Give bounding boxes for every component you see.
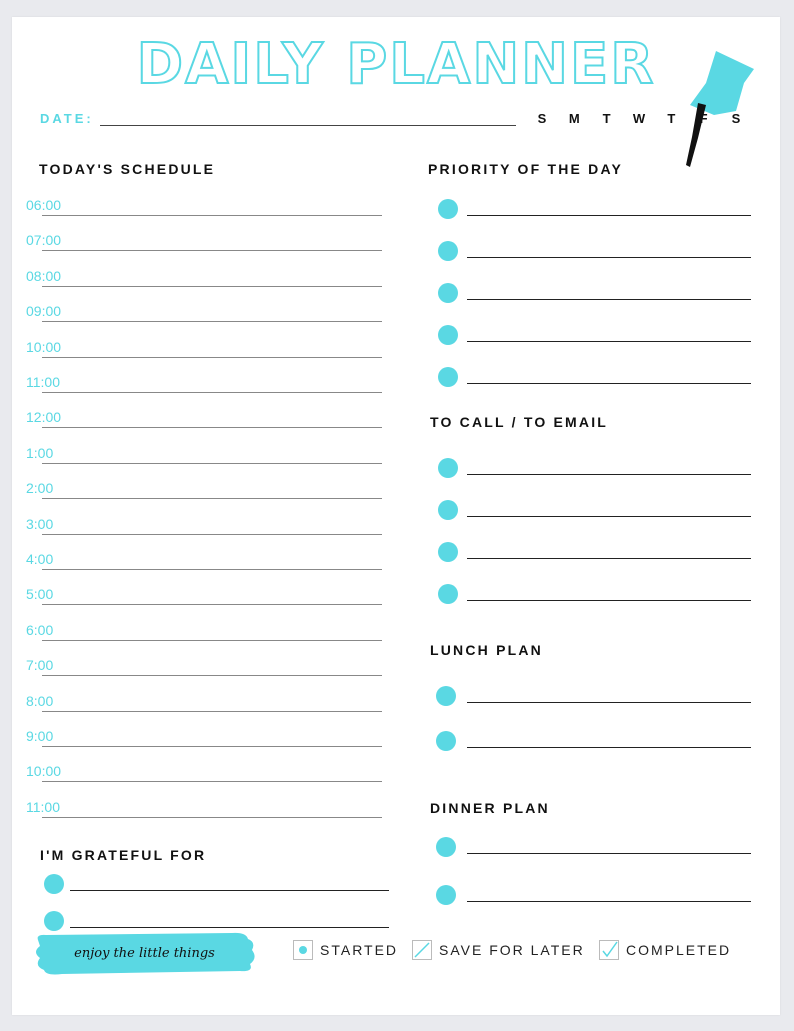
schedule-time-label: 10:00 [26,763,62,780]
schedule-time-label: 2:00 [26,480,54,497]
to-call-write-line[interactable] [467,558,751,559]
completed-label: COMPLETED [626,942,732,958]
day-thursday[interactable]: T [667,111,676,126]
started-label: STARTED [320,942,399,958]
schedule-slot[interactable] [26,586,382,616]
to-call-write-line[interactable] [467,474,751,475]
page-title: DAILY PLANNER [136,32,656,97]
schedule-write-line[interactable] [42,675,382,676]
weekday-selector [534,111,744,126]
schedule-slot[interactable] [26,232,382,262]
to-call-item[interactable] [438,584,751,608]
schedule-write-line[interactable] [42,286,382,287]
dinner-write-line[interactable] [467,853,751,854]
schedule-time-label: 10:00 [26,338,62,355]
schedule-time-label: 09:00 [26,303,62,320]
legend-started [293,940,398,960]
schedule-slot[interactable] [26,339,382,369]
banner-text: enjoy the little things [74,945,215,961]
priority-heading: PRIORITY OF THE DAY [428,161,624,177]
bullet-dot-icon [438,283,458,303]
legend-save-for-later [412,940,585,960]
dinner-heading: DINNER PLAN [430,800,550,816]
schedule-time-label: 4:00 [26,551,54,567]
planner-sheet [12,17,780,1015]
bullet-dot-icon [436,885,456,905]
push-pin-icon [660,43,760,173]
schedule-time-label: 06:00 [26,197,62,213]
schedule-write-line[interactable] [42,711,382,712]
bullet-dot-icon [436,837,456,857]
schedule-slot[interactable] [26,197,382,227]
schedule-write-line[interactable] [42,746,382,747]
lunch-heading: LUNCH PLAN [430,642,543,658]
lunch-item[interactable] [436,686,751,710]
bullet-dot-icon [438,325,458,345]
day-sunday[interactable]: S [537,111,547,126]
schedule-time-label: 07:00 [26,232,62,249]
schedule-write-line[interactable] [42,604,382,605]
grateful-write-line[interactable] [70,927,389,928]
started-box-icon[interactable] [293,940,313,960]
schedule-slot[interactable] [26,445,382,475]
schedule-slot[interactable] [26,693,382,723]
dinner-item[interactable] [436,885,751,909]
bullet-dot-icon [438,542,458,562]
schedule-write-line[interactable] [42,392,382,393]
schedule-slot[interactable] [26,622,382,652]
schedule-time-label: 12:00 [26,409,62,426]
schedule-time-label: 11:00 [26,798,60,815]
schedule-write-line[interactable] [42,640,382,641]
priority-write-line[interactable] [467,215,751,216]
bullet-dot-icon [438,199,458,219]
priority-item[interactable] [438,283,751,307]
bullet-dot-icon [438,241,458,261]
dinner-item[interactable] [436,837,751,861]
schedule-slot[interactable] [26,268,382,298]
priority-write-line[interactable] [467,299,751,300]
schedule-slot[interactable] [26,657,382,687]
schedule-slot[interactable] [26,516,382,546]
schedule-write-line[interactable] [42,498,382,499]
date-label: DATE: [40,111,94,126]
bullet-dot-icon [438,584,458,604]
schedule-slot[interactable] [26,374,382,404]
grateful-heading: I'M GRATEFUL FOR [40,847,207,863]
schedule-time-label: 3:00 [26,515,54,532]
lunch-write-line[interactable] [467,702,751,703]
bullet-dot-icon [438,458,458,478]
lunch-write-line[interactable] [467,747,751,748]
schedule-write-line[interactable] [42,427,382,428]
completed-box-icon[interactable] [599,940,619,960]
schedule-slot[interactable] [26,728,382,758]
schedule-slot[interactable] [26,480,382,510]
schedule-time-label: 8:00 [26,692,54,709]
to-call-write-line[interactable] [467,516,751,517]
day-tuesday[interactable]: T [602,111,611,126]
schedule-time-label: 6:00 [26,621,54,638]
save-for-later-box-icon[interactable] [412,940,432,960]
grateful-write-line[interactable] [70,890,389,891]
schedule-write-line[interactable] [42,250,382,251]
schedule-time-label: 5:00 [26,586,54,603]
priority-item[interactable] [438,367,751,391]
dinner-write-line[interactable] [467,901,751,902]
to-call-heading: TO CALL / TO EMAIL [430,414,609,430]
bullet-dot-icon [438,367,458,387]
bullet-dot-icon [44,874,64,894]
bullet-dot-icon [436,686,456,706]
schedule-write-line[interactable] [42,781,382,782]
day-wednesday[interactable]: W [632,111,646,126]
schedule-time-label: 11:00 [26,374,60,390]
schedule-write-line[interactable] [42,817,382,818]
to-call-item[interactable] [438,458,751,482]
schedule-write-line[interactable] [42,463,382,464]
bullet-dot-icon [438,500,458,520]
legend-completed [599,940,731,960]
schedule-slot[interactable] [26,551,382,581]
schedule-heading: TODAY'S SCHEDULE [39,161,216,177]
bullet-dot-icon [44,911,64,931]
to-call-item[interactable] [438,500,751,524]
schedule-time-label: 1:00 [26,444,54,461]
day-friday[interactable]: F [699,111,708,126]
bullet-dot-icon [436,731,456,751]
day-saturday[interactable]: S [731,111,741,126]
lunch-item[interactable] [436,731,751,755]
schedule-slot[interactable] [26,763,382,793]
grateful-item[interactable] [44,874,389,898]
schedule-write-line[interactable] [42,215,382,216]
priority-item[interactable] [438,199,751,223]
schedule-write-line[interactable] [42,534,382,535]
schedule-slot[interactable] [26,409,382,439]
schedule-time-label: 08:00 [26,267,62,284]
date-field-line[interactable] [100,125,516,126]
priority-item[interactable] [438,325,751,349]
to-call-write-line[interactable] [467,600,751,601]
schedule-write-line[interactable] [42,357,382,358]
priority-write-line[interactable] [467,383,751,384]
schedule-write-line[interactable] [42,569,382,570]
schedule-slot[interactable] [26,303,382,333]
priority-write-line[interactable] [467,341,751,342]
schedule-write-line[interactable] [42,321,382,322]
day-monday[interactable]: M [568,111,580,126]
priority-write-line[interactable] [467,257,751,258]
priority-item[interactable] [438,241,751,265]
schedule-time-label: 9:00 [26,728,54,744]
schedule-time-label: 7:00 [26,657,54,674]
to-call-item[interactable] [438,542,751,566]
schedule-slot[interactable] [26,799,382,829]
save-for-later-label: SAVE FOR LATER [439,942,585,958]
